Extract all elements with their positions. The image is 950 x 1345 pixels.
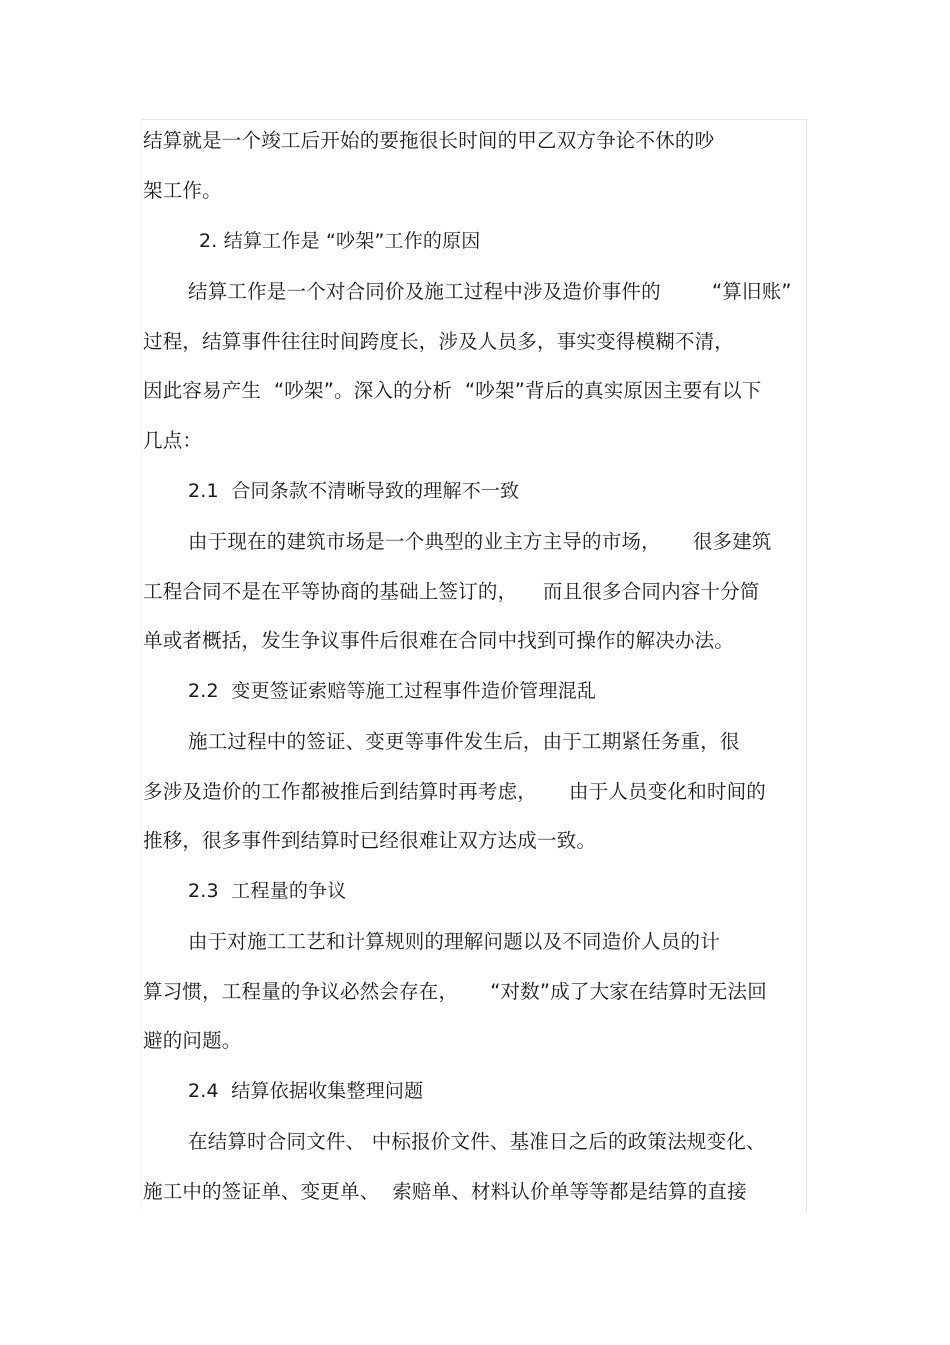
subsection-heading: 2.3 工程量的争议 xyxy=(188,880,347,902)
body-text-line: 由于现在的建筑市场是一个典型的业主方主导的市场， 很多建筑 xyxy=(188,530,772,553)
subsection-heading: 2.1 合同条款不清晰导致的理解不一致 xyxy=(188,480,520,502)
body-text-line: 几点： xyxy=(143,429,203,452)
body-text-line: 施工过程中的签证、变更等事件发生后，由于工期紧任务重，很 xyxy=(188,730,740,753)
section-heading: 2. 结算工作是 “吵架”工作的原因 xyxy=(199,230,481,252)
body-text-line: 因此容易产生 “吵架”。深入的分析 “吵架”背后的真实原因主要有以下 xyxy=(143,379,762,402)
body-text-line: 结算工作是一个对合同价及施工过程中涉及造价事件的 “算旧账” xyxy=(188,280,792,303)
body-text-line: 多涉及造价的工作都被推后到结算时再考虑， 由于人员变化和时间的 xyxy=(143,780,766,803)
body-text-line: 在结算时合同文件、 中标报价文件、基准日之后的政策法规变化、 xyxy=(188,1130,766,1153)
body-text-line: 架工作。 xyxy=(143,179,222,202)
body-text-line: 由于对施工工艺和计算规则的理解问题以及不同造价人员的计 xyxy=(188,930,720,953)
body-text-line: 算习惯，工程量的争议必然会存在， “对数”成了大家在结算时无法回 xyxy=(143,980,767,1003)
body-text-line: 推移，很多事件到结算时已经很难让双方达成一致。 xyxy=(143,829,597,852)
body-text-line: 施工中的签证单、变更单、 索赔单、材料认价单等等都是结算的直接 xyxy=(143,1180,747,1203)
body-text-line: 过程，结算事件往往时间跨度长，涉及人员多，事实变得模糊不清， xyxy=(143,330,735,353)
subsection-heading: 2.2 变更签证索赔等施工过程事件造价管理混乱 xyxy=(188,680,597,702)
body-text-line: 结算就是一个竣工后开始的要拖很长时间的甲乙双方争论不休的吵 xyxy=(143,129,715,152)
subsection-heading: 2.4 结算依据收集整理问题 xyxy=(188,1080,424,1102)
body-text-line: 单或者概括，发生争议事件后很难在合同中找到可操作的解决办法。 xyxy=(143,629,735,652)
body-text-line: 工程合同不是在平等协商的基础上签订的， 而且很多合同内容十分简 xyxy=(143,580,760,603)
body-text-line: 避的问题。 xyxy=(143,1029,242,1052)
